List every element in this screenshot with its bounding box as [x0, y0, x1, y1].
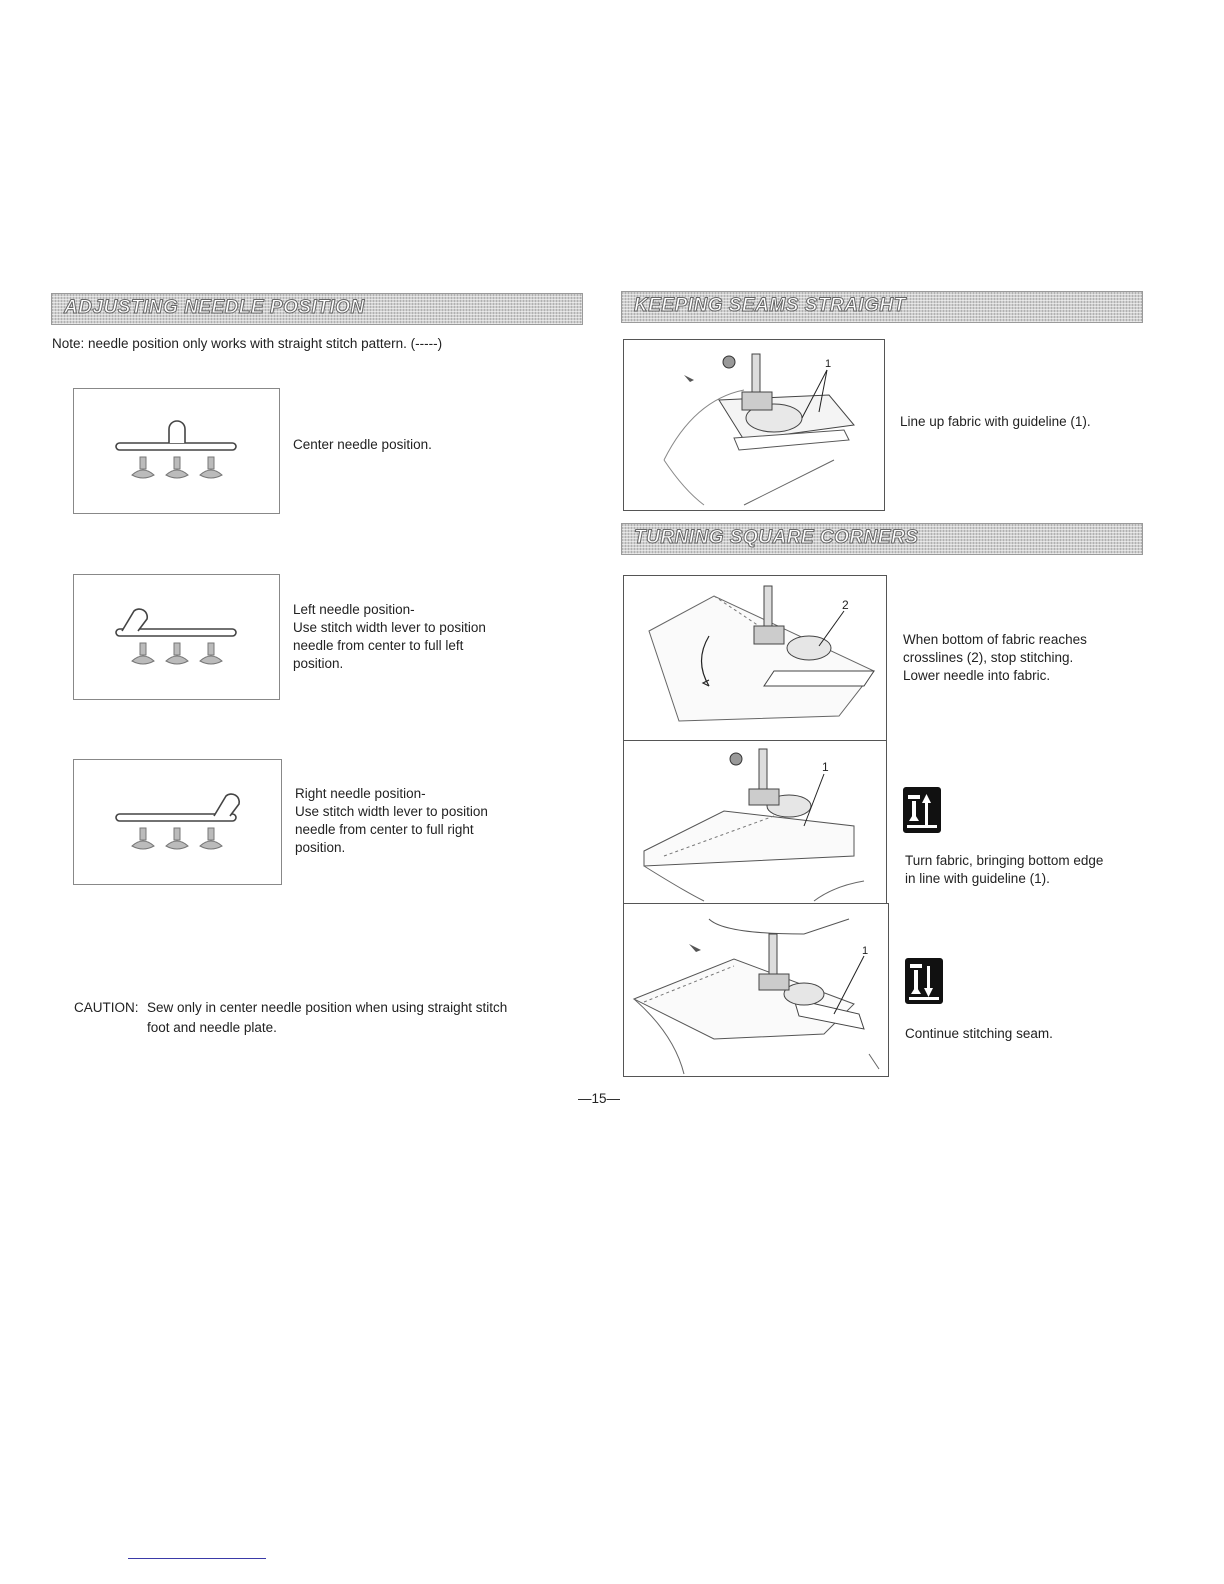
note-text: Note: needle position only works with straight stitch pattern. (-----): [52, 336, 443, 351]
bottom-rule: [128, 1558, 266, 1559]
corner-step-3-illustration: [624, 904, 888, 1076]
figure-right-needle: [73, 759, 282, 885]
figure-center-needle: [73, 388, 280, 514]
section-banner-needle-position: [51, 293, 583, 325]
text-line: Turn fabric, bringing bottom edge: [905, 853, 1104, 868]
section-banner-seams-straight: [621, 291, 1143, 323]
text-line: needle from center to full right: [295, 822, 474, 837]
callout-number: 1: [825, 358, 832, 370]
needle-up-icon: [903, 787, 941, 833]
center-position-text: [293, 436, 432, 454]
text-line: crosslines (2), stop stitching.: [903, 650, 1074, 665]
figure-corner-step-2: [623, 740, 887, 905]
text-line: position.: [295, 840, 346, 855]
section-banner-square-corners: [621, 523, 1143, 555]
corner-step-2-text: [905, 852, 1103, 888]
section-title: KEEPING SEAMS STRAIGHT: [634, 295, 906, 316]
corner-step-3-text: [905, 1025, 1053, 1043]
text-line: in line with guideline (1).: [905, 871, 1050, 886]
text-line: position.: [293, 656, 344, 671]
text-line: needle from center to full left: [293, 638, 464, 653]
left-position-text: [293, 601, 486, 673]
text-line: Right needle position-: [295, 786, 426, 801]
left-needle-illustration: [74, 575, 279, 699]
caution-label: CAUTION:: [74, 1000, 139, 1015]
seams-text: Line up fabric with guideline (1).: [900, 414, 1091, 429]
callout-number: 1: [822, 760, 829, 774]
section-title: TURNING SQUARE CORNERS: [634, 527, 919, 548]
text-line: Use stitch width lever to position: [293, 620, 486, 635]
text-line: Continue stitching seam.: [905, 1026, 1053, 1041]
corner-step-1-illustration: [624, 576, 886, 741]
text-line: Left needle position-: [293, 602, 415, 617]
figure-corner-step-1: [623, 575, 887, 742]
caution-line-2: foot and needle plate.: [147, 1020, 277, 1035]
seam-guideline-illustration: [624, 340, 884, 510]
caution-line-1: Sew only in center needle position when using straight stitch: [147, 1000, 508, 1015]
corner-step-2-illustration: [624, 741, 886, 904]
center-needle-illustration: [74, 389, 279, 513]
page-number: —15—: [578, 1091, 621, 1106]
figure-corner-step-3: [623, 903, 889, 1077]
text-line: Lower needle into fabric.: [903, 668, 1051, 683]
section-title: ADJUSTING NEEDLE POSITION: [64, 297, 365, 318]
right-position-text: [295, 785, 488, 857]
callout-number: 1: [862, 945, 869, 957]
callout-number: 2: [842, 598, 849, 612]
figure-left-needle: [73, 574, 280, 700]
text-line: Use stitch width lever to position: [295, 804, 488, 819]
needle-down-icon: [905, 958, 943, 1004]
right-needle-illustration: [74, 760, 281, 884]
corner-step-1-text: [903, 631, 1087, 685]
figure-seam-guideline: [623, 339, 885, 511]
text-line: Center needle position.: [293, 437, 432, 452]
text-line: When bottom of fabric reaches: [903, 632, 1087, 647]
